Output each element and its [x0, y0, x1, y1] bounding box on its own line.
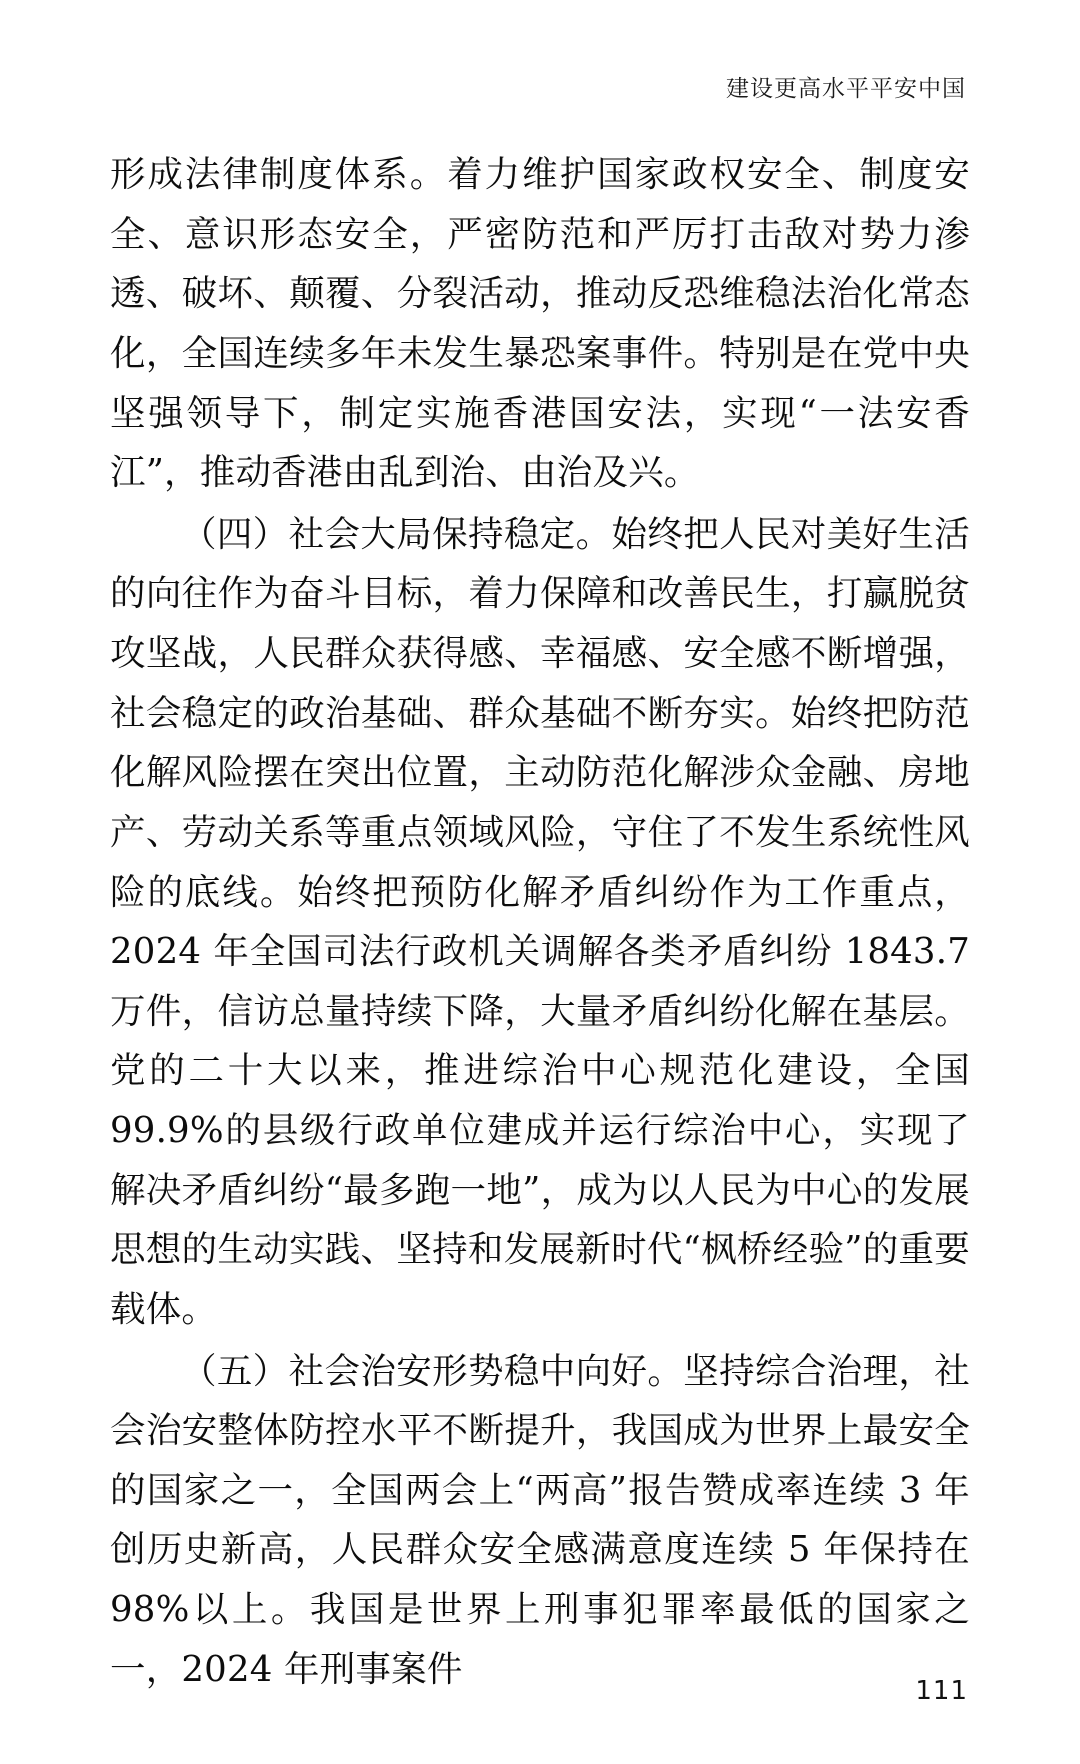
- body-text: [110, 145, 970, 1699]
- page-number: 111: [915, 1676, 968, 1706]
- paragraph-continued: 形成法律制度体系。着力维护国家政权安全、制度安全、意识形态安全，严密防范和严厉打击敌对势力渗透、破坏、颠覆、分裂活动，推动反恐维稳法治化常态化，全国连续多年未发生暴恐案事件。特别是在党中央坚强领导下，制定实施香港国安法，实现“一法安香江”，推动香港由乱到治、由治及兴。: [110, 154, 970, 494]
- paragraph-section-four: （四）社会大局保持稳定。始终把人民对美好生活的向往作为奋斗目标，着力保障和改善民生，打赢脱贫攻坚战，人民群众获得感、幸福感、安全感不断增强，社会稳定的政治基础、群众基础不断夯实。始终把防范化解风险摆在突出位置，主动防范化解涉众金融、房地产、劳动关系等重点领域风险，守住了不发生系统性风险的底线。始终把预防化解矛盾纠纷作为工作重点，2024 年全国司法行政机关调解各类矛盾纠纷 1843.7 万件，信访总量持续下降，大量矛盾纠纷化解在基层。党的二十大以来，推进综治中心规范化建设，全国 99.9%的县级行政单位建成并运行综治中心，实现了解决矛盾纠纷“最多跑一地”，成为以人民为中心的发展思想的生动实践、坚持和发展新时代“枫桥经验”的重要载体。: [110, 513, 970, 1330]
- running-head: 建设更高水平平安中国: [726, 76, 966, 102]
- paragraph-section-five: （五）社会治安形势稳中向好。坚持综合治理，社会治安整体防控水平不断提升，我国成为世界上最安全的国家之一，全国两会上“两高”报告赞成率连续 3 年创历史新高，人民群众安全感满意度连续 5 年保持在 98%以上。我国是世界上刑事犯罪率最低的国家之一，2024 年刑事案件: [110, 1350, 970, 1690]
